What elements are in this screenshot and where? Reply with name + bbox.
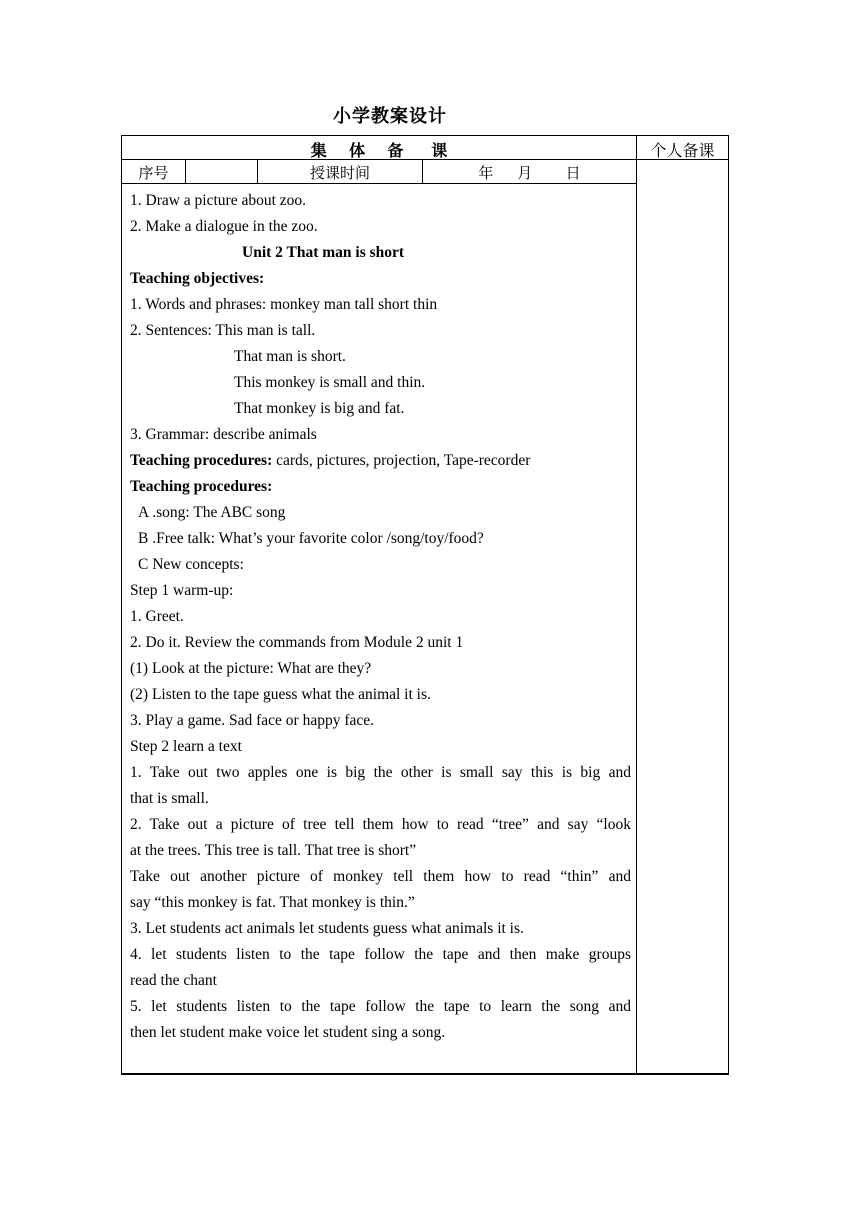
procedures-materials-line [130,448,631,474]
content-line: say “this monkey is fat. That monkey is thin.” [130,894,415,911]
content-line: then let student make voice let student sing a song. [130,1024,446,1041]
content-line: 3. Play a game. Sad face or happy face. [130,712,375,729]
content-line: 1. Greet. [130,608,184,625]
content-line: B .Free talk: What’s your favorite color /song/toy/food? [138,530,484,547]
content-line: 5. let students listen to the tape follow the tape to learn the song and [130,998,631,1015]
content-line: (1) Look at the picture: What are they? [130,660,372,677]
content-line: (2) Listen to the tape guess what the animal it is. [130,686,431,703]
procedures-materials: cards, pictures, projection, Tape-recorder [272,452,531,469]
lesson-time-label: 授课时间 [309,164,370,182]
document-title: 小学教案设计 [333,106,447,127]
objectives-heading: Teaching objectives: [130,270,265,287]
content-line: 2. Make a dialogue in the zoo. [130,218,318,235]
content-line: 3. Let students act animals let students guess what animals it is. [130,920,524,937]
content-line: C New concepts: [138,556,244,573]
procedures-heading: Teaching procedures: [130,478,273,495]
content-line: 1. Words and phrases: monkey man tall short thin [130,296,438,313]
content-line: 3. Grammar: describe animals [130,426,317,443]
personal-column-divider [636,136,637,1074]
content-line: 2. Do it. Review the commands from Module 2 unit 1 [130,634,464,651]
lesson-content [130,188,631,1046]
content-line: That man is short. [234,348,346,365]
content-line: 2. Sentences: This man is tall. [130,322,316,339]
content-line: that is small. [130,790,209,807]
content-line: This monkey is small and thin. [234,374,426,391]
content-line: 4. let students listen to the tape follow the tape and then make groups [130,946,631,963]
info-cell-divider-1 [185,159,186,183]
unit-title: Unit 2 That man is short [242,244,405,261]
lesson-date-field: 年 月 日 [478,164,581,182]
content-line: at the trees. This tree is tall. That tree is short” [130,842,417,859]
procedures-label: Teaching procedures: [130,452,273,469]
personal-prep-header: 个人备课 [650,141,715,160]
content-line: 1. Take out two apples one is big the other is small say this is big and [130,764,631,781]
group-prep-header: 集 体 备 课 [310,141,448,160]
content-line: A .song: The ABC song [138,504,286,521]
content-line: That monkey is big and fat. [234,400,405,417]
info-row-divider [122,183,636,184]
seq-number-label: 序号 [138,164,169,182]
content-line: Step 2 learn a text [130,738,242,755]
content-line: 2. Take out a picture of tree tell them how to read “tree” and say “look [130,816,631,833]
content-line: Step 1 warm-up: [130,582,234,599]
content-line: Take out another picture of monkey tell them how to read “thin” and [130,868,631,885]
content-line: read the chant [130,972,217,989]
content-line: 1. Draw a picture about zoo. [130,192,307,209]
